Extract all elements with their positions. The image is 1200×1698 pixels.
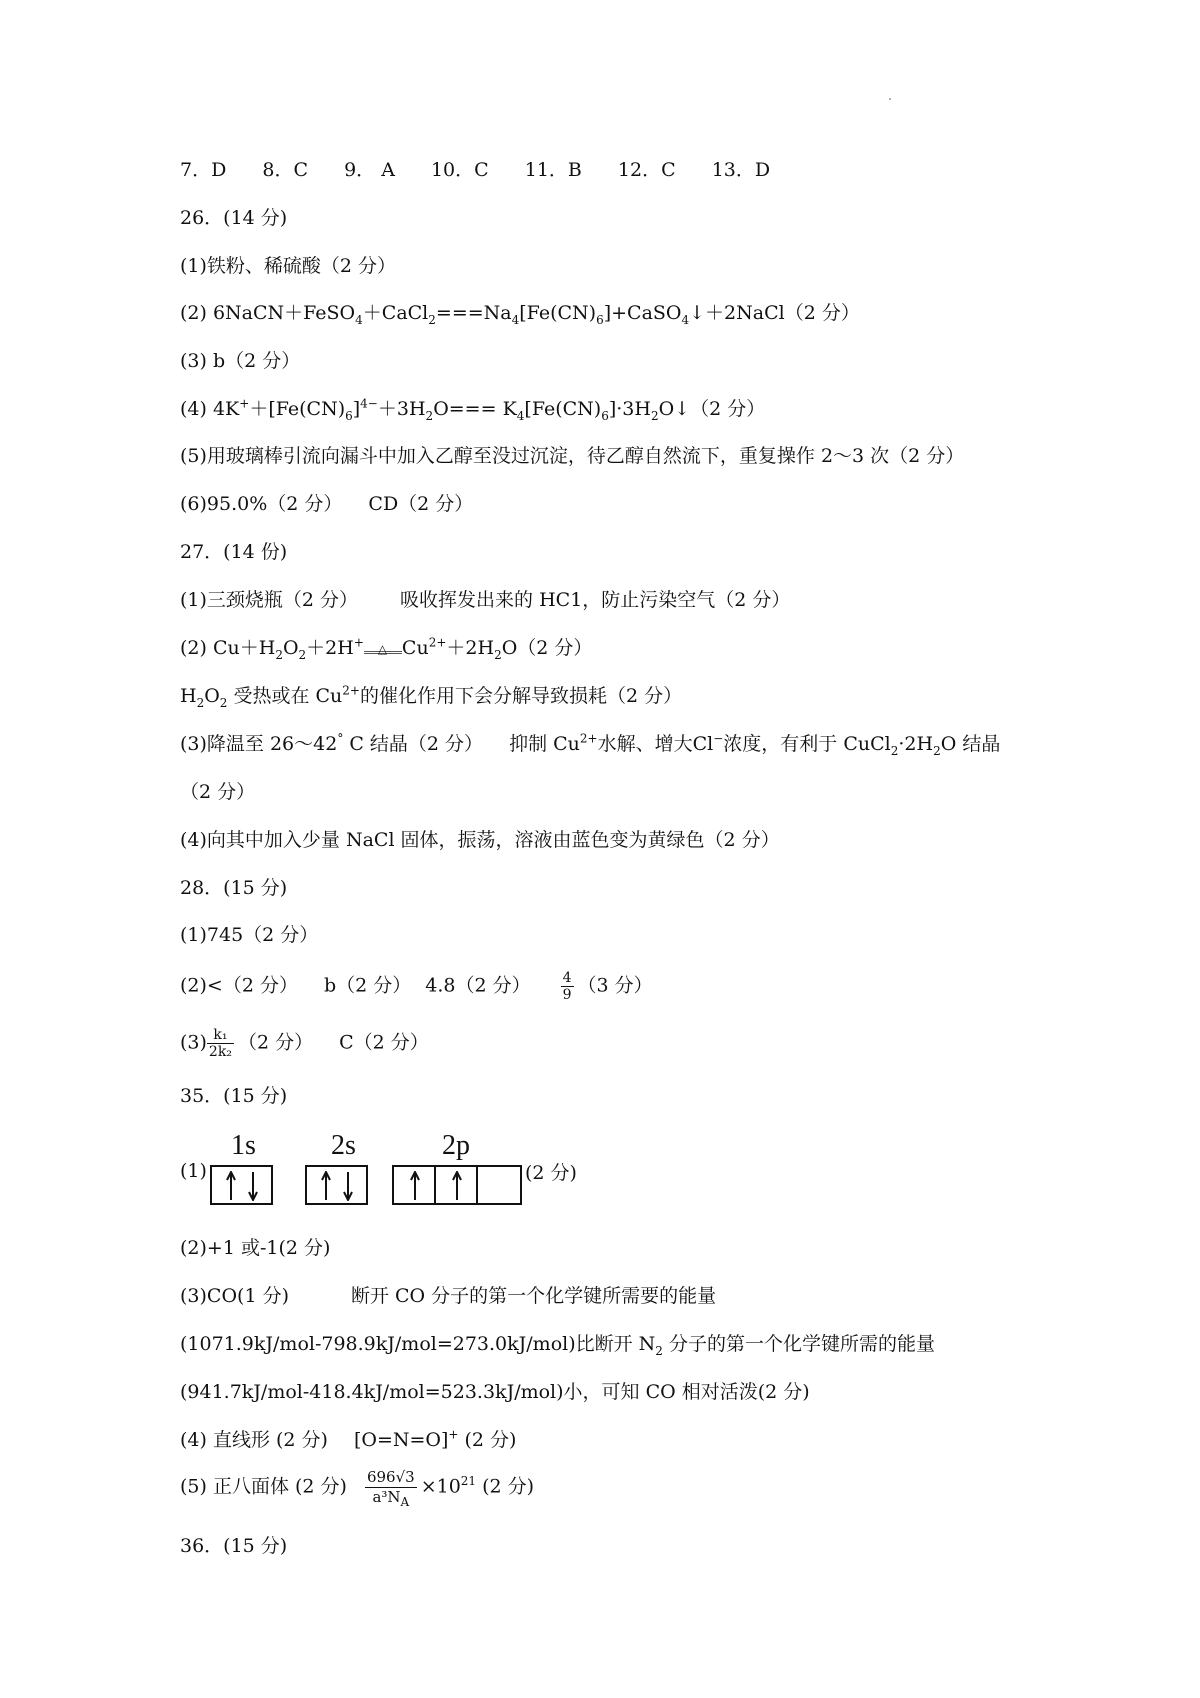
orbital-label-2p: 2p — [442, 1130, 470, 1161]
q27-answer-4: (4)向其中加入少量 NaCl 固体，振荡，溶液由蓝色变为黄绿色（2 分） — [180, 829, 780, 851]
q27-answer-2: (2) $Cu+H_2O_2+2H^+$ △ $Cu^{2+}+2H_2O(2$ 分） — [180, 635, 593, 662]
q26-answer-5: (5)用玻璃棒引流向漏斗中加入乙醇至没过沉淀，待乙醇自然流下，重复操作 2～3 次（2 分） — [180, 445, 965, 467]
q35-answer-3c: (1071.9kJ/mol-798.9kJ/mol=273.0kJ/mol)比断开 $N_2$ 分子的第一个化学键所需的能量 — [180, 1333, 935, 1358]
scan-speck — [889, 98, 891, 100]
q26-answer-3: (3) b（2 分） — [180, 350, 301, 372]
up-arrow-icon — [452, 1171, 462, 1201]
heat-equals-sign — [364, 642, 402, 656]
up-arrow-icon — [410, 1171, 420, 1201]
up-arrow-icon — [226, 1171, 236, 1201]
q35-answer-2: (2)+1 或-1(2 分) — [180, 1237, 331, 1259]
q35-answer-4: (4) 直线形 (2 分) [O=N=O]+ (2 分) — [180, 1427, 517, 1451]
orbital-box-1s — [210, 1165, 273, 1205]
heat-triangle-icon: △ — [377, 642, 388, 656]
q35-header: 35．(15 分) — [180, 1085, 288, 1107]
q26-answer-2: (2) $6NaCN+FeSO_4+CaCl_2===Na_4[Fe(CN)_6]+CaSO_4↓+2NaCl(2$ 分） — [180, 302, 860, 327]
orbital-box-2p — [392, 1165, 522, 1205]
down-arrow-icon — [343, 1171, 353, 1201]
q27-answer-1: (1)三颈烧瓶（2 分） 吸收挥发出来的 HC1，防止污染空气（2 分） — [180, 589, 791, 611]
q27-answer-3b: （2 分） — [180, 781, 256, 803]
q36-header: 36．(15 分) — [180, 1535, 288, 1557]
mcq-9: 9． A — [344, 159, 395, 181]
q27-answer-3: (3)降温至 26～42° C 结晶（2 分） 抑制 $Cu^{2+}$水解、增大Cl−浓度，有利于 $CuCl_2\cdot 2H_2O$ 结晶 — [180, 731, 1001, 758]
orbital-label-1s: 1s — [231, 1130, 256, 1161]
fraction-4-9: $\frac{4}{9}$ — [562, 970, 572, 1003]
q35-answer-5: (5) 正八面体 (2 分) $\frac{696√3}{a^3N_A}$ $\times 10^{21}$ (2 分) — [180, 1468, 535, 1509]
mcq-7: 7．D — [180, 159, 227, 181]
q26-answer-4: (4) $4K^++[Fe(CN)_6]^{4-}+3H_2O===$ $K_4[Fe(CN)_6]\cdot 3H_2O↓(2$ 分） — [180, 396, 766, 423]
q35-answer-3: (3)CO(1 分) 断开 CO 分子的第一个化学键所需要的能量 — [180, 1285, 717, 1307]
orbital-diagram — [180, 1130, 600, 1210]
density-fraction: $\frac{696√3}{a^3N_A}$ — [366, 1468, 415, 1509]
q26-header: 26．(14 分) — [180, 207, 288, 229]
orbital-label-2s: 2s — [331, 1130, 356, 1161]
mcq-answers — [180, 158, 800, 182]
q26-answer-1: (1)铁粉、稀硫酸（2 分） — [180, 255, 397, 277]
fraction-k1-2k2: $\frac{\text{k₁}}{\text{2k₂}}$ — [208, 1027, 232, 1060]
q28-answer-1: (1)745（2 分） — [180, 924, 319, 946]
mcq-8: 8．C — [262, 159, 309, 181]
q28-answer-2: (2)<（2 分） b（2 分） 4.8（2 分） $\frac{4}{9}$ （3 分） — [180, 970, 653, 1003]
q28-header: 28．(15 分) — [180, 877, 288, 899]
q26-answer-6: (6)95.0%（2 分） CD（2 分） — [180, 493, 474, 515]
up-arrow-icon — [321, 1171, 331, 1201]
orbital-box-2s — [305, 1165, 368, 1205]
q28-answer-3: (3) $\frac{\text{k₁}}{\text{2k₂}}$ （2 分） C（2 分） — [180, 1027, 429, 1060]
mcq-10: 10．C — [430, 159, 489, 181]
q35-answer-3d: (941.7kJ/mol-418.4kJ/mol=523.3kJ/mol)小，可知 CO 相对活泼(2 分) — [180, 1381, 810, 1403]
q27-answer-2b: $H_2O_2$ 受热或在 $Cu^{2+}$的催化作用下会分解导致损耗（2 分） — [180, 683, 683, 710]
orbital-prefix: (1) — [180, 1160, 207, 1182]
mcq-13: 13．D — [711, 159, 771, 181]
mcq-11: 11．B — [524, 159, 582, 181]
q27-header: 27．(14 份) — [180, 541, 288, 563]
orbital-score: (2 分) — [525, 1162, 577, 1184]
mcq-12: 12．C — [617, 159, 676, 181]
down-arrow-icon — [248, 1171, 258, 1201]
